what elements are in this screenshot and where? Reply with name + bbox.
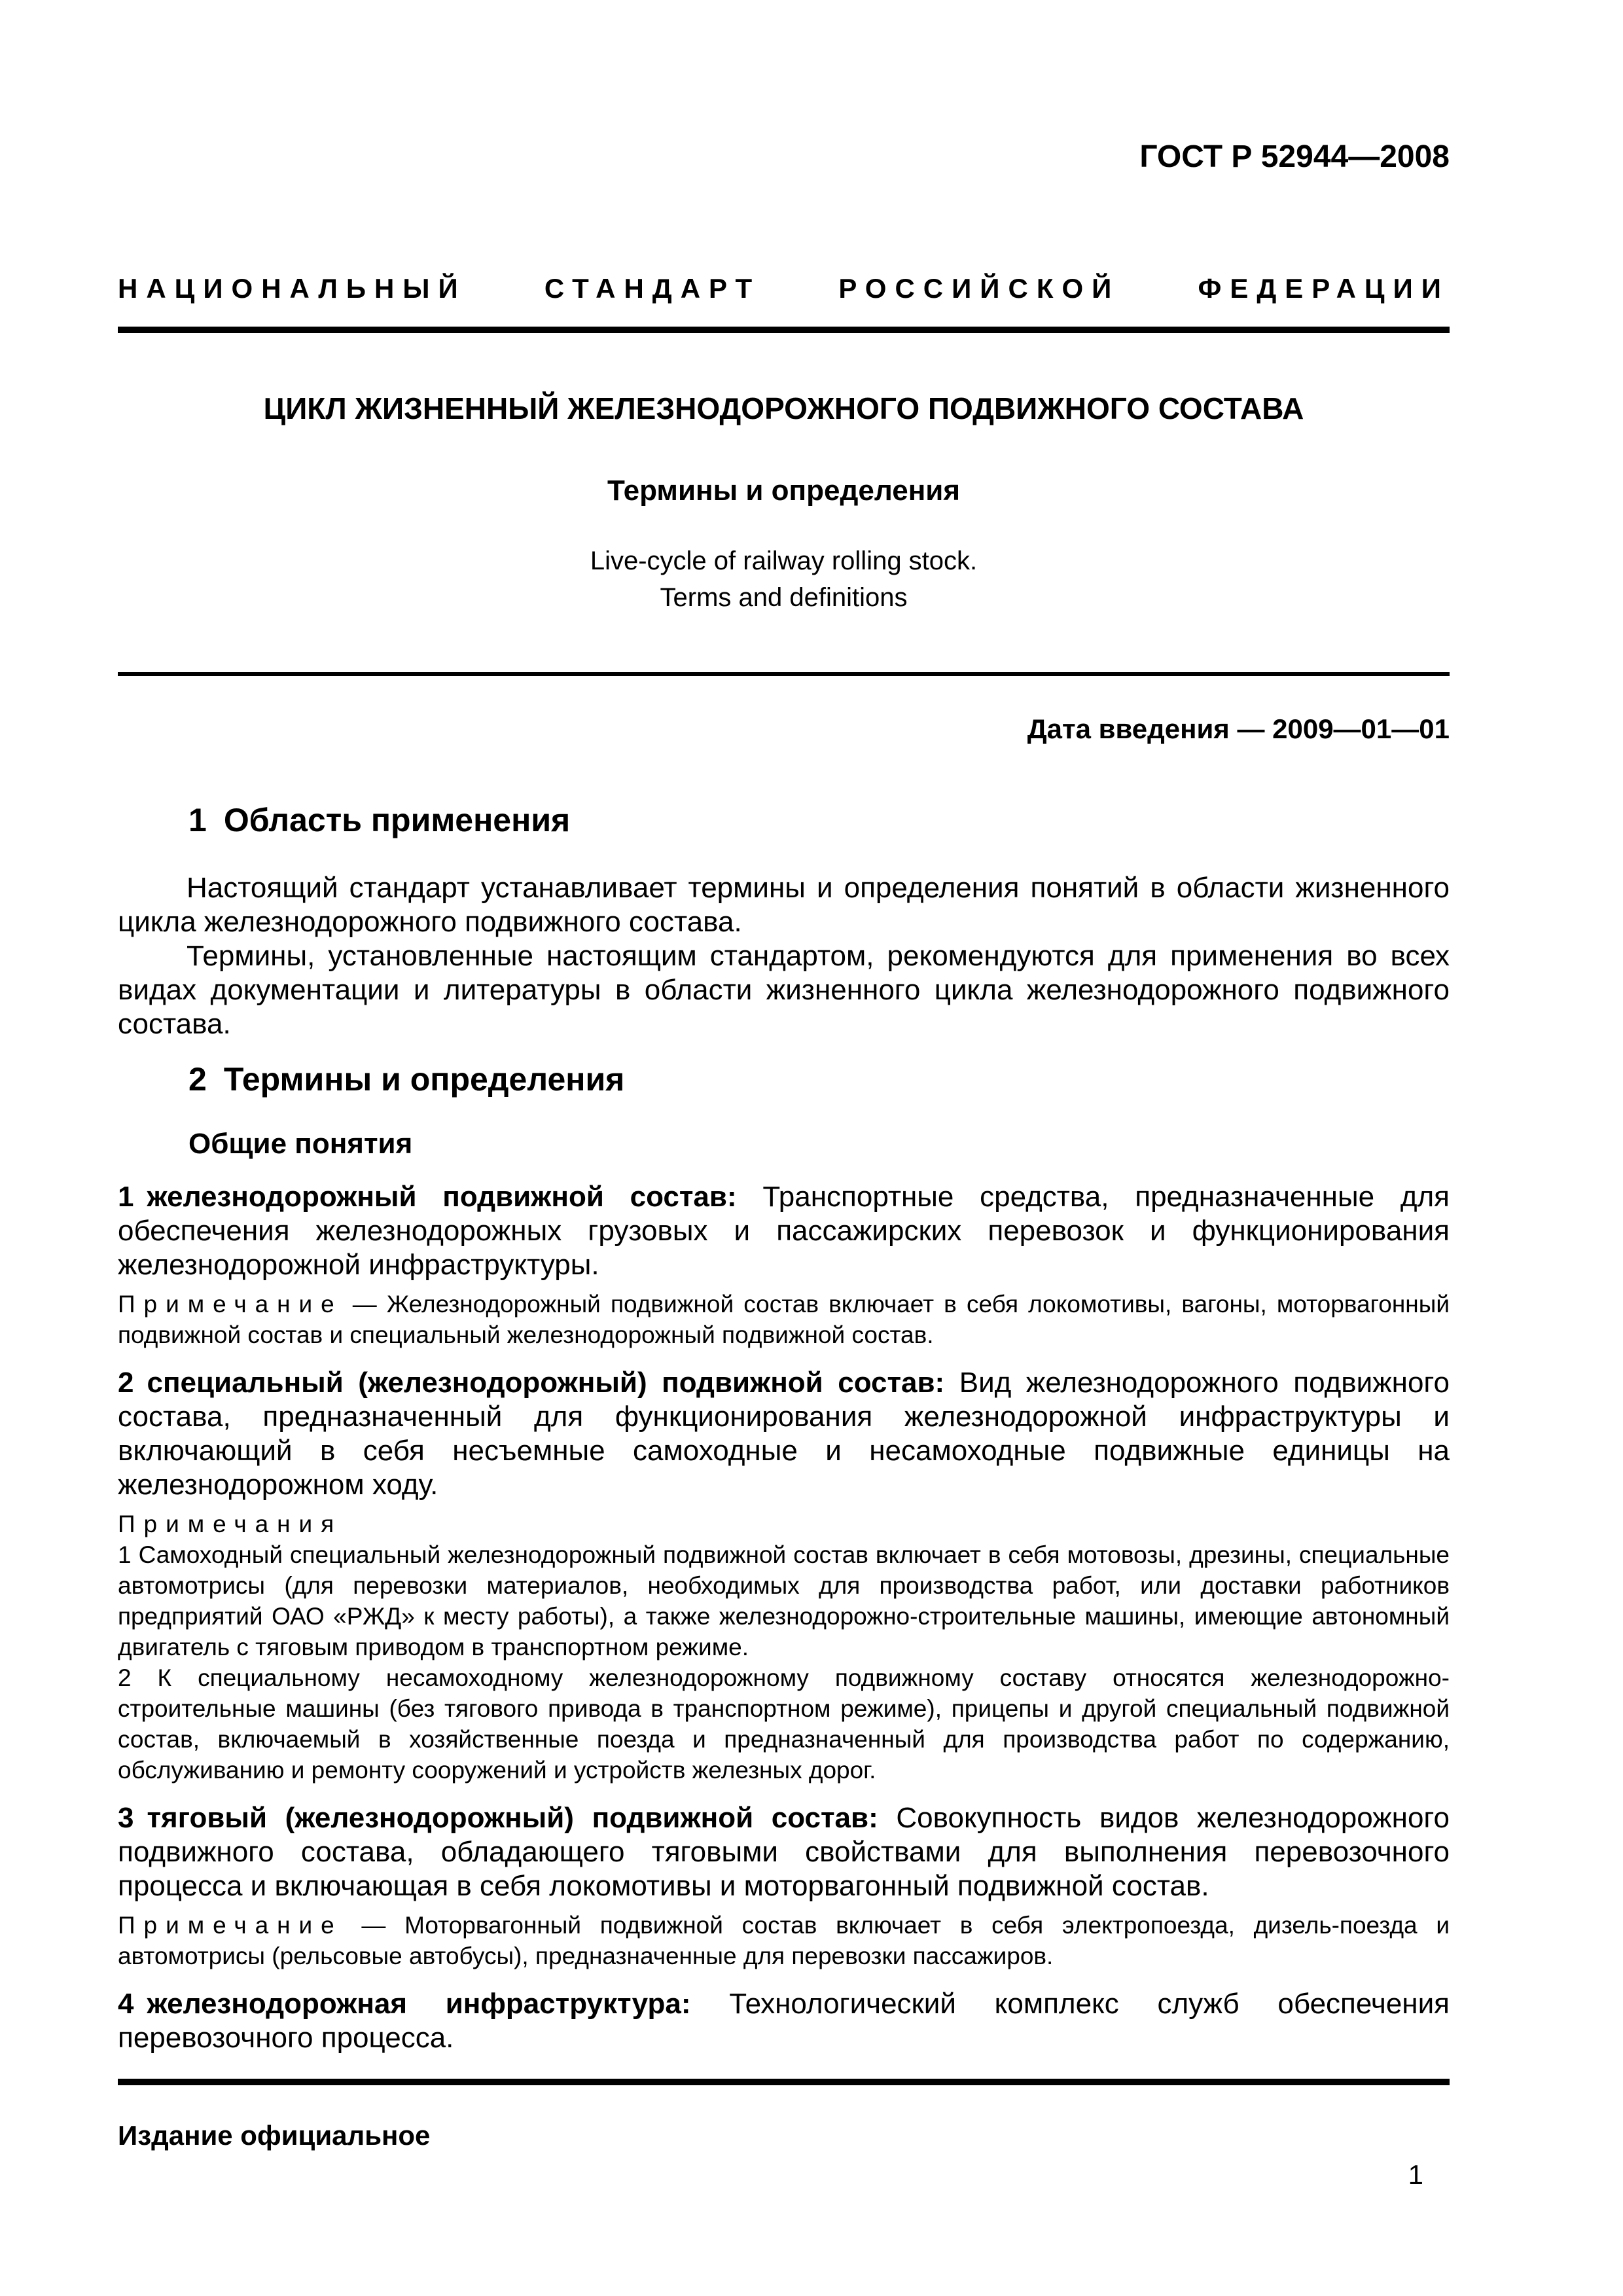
section-1-number: 1 bbox=[188, 802, 207, 838]
term-entry-3 bbox=[118, 1801, 1450, 1903]
term-2-note-1: 1 Самоходный специальный железнодорожный подвижной состав включает в себя мотовозы, дрезины, специальные автомотрисы (для перевозки материалов, необходимых для производства работ, или доставки работников предприятий ОАО «РЖД» к месту работы), а также железнодорожно-строительные машины, имеющие автономный двигатель с тяговым приводом в транспортном режиме. bbox=[118, 1541, 1450, 1660]
term-2-number: 2 bbox=[118, 1367, 134, 1399]
term-1-note-label: Примечание bbox=[118, 1291, 343, 1318]
term-2-note-2: 2 К специальному несамоходному железнодорожному подвижному составу относятся железнодорожно-строительные машины (без тягового привода в транспортном режиме), прицепы и другой специальный подвижной состав, включаемый в хозяйственные поезда и предназначенный для производства работ по содержанию, обслуживанию и ремонту сооружений и устройств железных дорог. bbox=[118, 1664, 1450, 1784]
term-entry-1 bbox=[118, 1180, 1450, 1282]
section-1-heading bbox=[118, 802, 1450, 838]
title-en-line2: Terms and definitions bbox=[660, 583, 908, 612]
term-2-definition: Вид железнодорожного подвижного состава, предназначенный для функционирования железнодорожной инфраструктуры и включающий в себя несъемные самоходные и несамоходные подвижные единицы на железнодорожном ходу. bbox=[118, 1367, 1450, 1501]
general-concepts-subheading: Общие понятия bbox=[188, 1128, 413, 1160]
document-subtitle-ru: Термины и определения bbox=[607, 475, 961, 507]
term-3-note bbox=[118, 1910, 1450, 1971]
doc-code-header: ГОСТ Р 52944—2008 bbox=[1139, 139, 1450, 174]
title-en-line1: Live-cycle of railway rolling stock. bbox=[590, 547, 978, 575]
section-2-title: Термины и определения bbox=[223, 1061, 625, 1098]
term-3-number: 3 bbox=[118, 1802, 134, 1834]
national-standard-banner: НАЦИОНАЛЬНЫЙ СТАНДАРТ РОССИЙСКОЙ ФЕДЕРАЦИИ bbox=[118, 273, 1450, 304]
term-entry-4 bbox=[118, 1987, 1450, 2055]
document-title-ru: ЦИКЛ ЖИЗНЕННЫЙ ЖЕЛЕЗНОДОРОЖНОГО ПОДВИЖНОГО СОСТАВА bbox=[263, 391, 1304, 425]
section-2-heading bbox=[118, 1061, 1450, 1098]
term-1-number: 1 bbox=[118, 1181, 134, 1213]
section-1-paragraph: Настоящий стандарт устанавливает термины и определения понятий в области жизненного цикла железнодорожного подвижного состава. bbox=[118, 872, 1450, 938]
footer-rule bbox=[118, 2079, 1450, 2085]
term-1-definition: Транспортные средства, предназначенные для обеспечения железнодорожных грузовых и пассажирских перевозок и функционирования железнодорожной инфраструктуры. bbox=[118, 1181, 1450, 1281]
effective-date: Дата введения — 2009—01—01 bbox=[1027, 713, 1450, 744]
term-1-note-text: — Железнодорожный подвижной состав включает в себя локомотивы, вагоны, моторвагонный подвижной состав и специальный железнодорожный подвижной состав. bbox=[118, 1291, 1450, 1348]
term-entry-2 bbox=[118, 1366, 1450, 1502]
section-1-title: Область применения bbox=[223, 802, 571, 838]
top-rule bbox=[118, 327, 1450, 333]
section-2-number: 2 bbox=[188, 1061, 207, 1098]
term-3-definition: Совокупность видов железнодорожного подвижного состава, обладающего тяговыми свойствами для выполнения перевозочного процесса и включающая в себя локомотивы и моторвагонный подвижной состав. bbox=[118, 1802, 1450, 1902]
term-3-name: тяговый (железнодорожный) подвижной состав: bbox=[147, 1802, 878, 1834]
term-3-note-label: Примечание bbox=[118, 1912, 343, 1939]
term-1-name: железнодорожный подвижной состав: bbox=[147, 1181, 737, 1213]
term-4-name: железнодорожная инфраструктура: bbox=[147, 1988, 691, 2020]
edition-note: Издание официальное bbox=[118, 2120, 431, 2151]
term-1-note bbox=[118, 1289, 1450, 1350]
title-separator-rule bbox=[118, 672, 1450, 676]
term-4-definition: Технологический комплекс служб обеспечения перевозочного процесса. bbox=[118, 1988, 1450, 2054]
section-1-paragraph: Термины, установленные настоящим стандартом, рекомендуются для применения во всех видах документации и литературы в области жизненного цикла железнодорожного подвижного состава. bbox=[118, 940, 1450, 1040]
term-4-number: 4 bbox=[118, 1988, 134, 2020]
document-title-en bbox=[118, 543, 1450, 616]
term-2-notes-label: Примечания bbox=[118, 1511, 343, 1537]
term-2-name: специальный (железнодорожный) подвижной состав: bbox=[147, 1367, 945, 1399]
page-number: 1 bbox=[1408, 2159, 1423, 2190]
term-3-note-text: — Моторвагонный подвижной состав включает в себя электропоезда, дизель-поезда и автомотрисы (рельсовые автобусы), предназначенные для перевозки пассажиров. bbox=[118, 1912, 1450, 1969]
